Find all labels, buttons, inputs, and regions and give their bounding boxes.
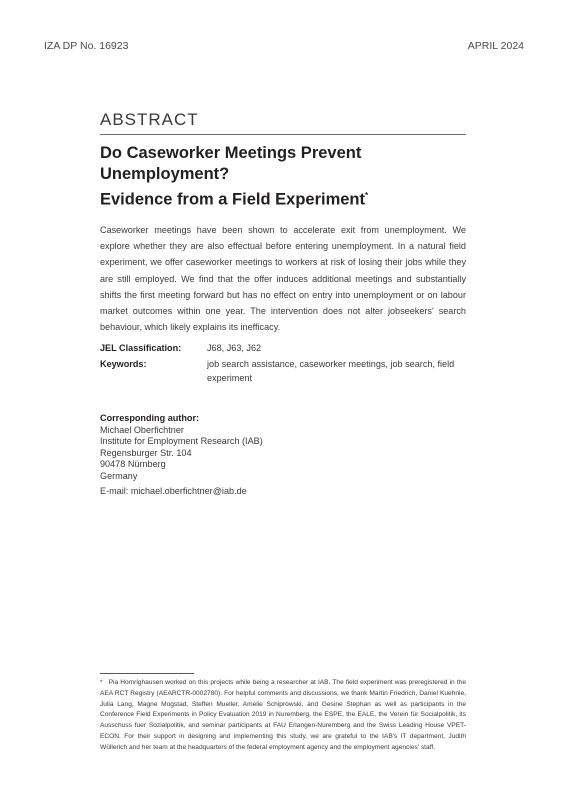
title-line-3	[100, 185, 480, 211]
footnote-rule	[100, 673, 194, 674]
corresponding-author-block	[100, 413, 263, 497]
paper-title	[100, 143, 480, 211]
footnote	[100, 678, 466, 754]
author-city: 90478 Nürnberg	[100, 459, 166, 470]
abstract-body: Caseworker meetings have been shown to accelerate exit from unemployment. We explore whether they are also effectual before entering unemployment. In a natural field experiment, we offer caseworker meetings to workers at risk of losing their jobs while they are still employed. We find that the offer induces additional meetings and substantially shifts the first meeting forward but has no effect on entry into unemployment or on labour market outcomes within one year. The intervention does not alter jobseekers' search behaviour, which likely explains its inefficacy.	[100, 225, 466, 333]
jel-label: JEL Classification:	[100, 343, 182, 353]
footnote-marker: *	[100, 679, 103, 686]
author-country: Germany	[100, 470, 138, 481]
series-number: IZA DP No. 16923	[44, 40, 129, 52]
title-line-2: Unemployment?	[100, 165, 230, 183]
author-institution: Institute for Employment Research (IAB)	[100, 436, 263, 447]
author-street: Regensburger Str. 104	[100, 447, 192, 458]
footnote-text: Pia Homrighausen worked on this projects while being a researcher at IAB. The field experiment was preregistered in the AEA RCT Registry (AEARCTR-0002780). For helpful comments and discussions, we thank Martin Friedrich, Daniel Kuehnle, Julia Lang, Magne Mogstad, Steffen Mueller, Amelie Schiprowski, and Gesine Stephan as well as participants in the Conference Field Experiments in Policy Evaluation 2019 in Nuremberg, the ESPE, the EALE, the Verein für Socialpolitik, its Ausschuss fuer Sozialpolitik, and seminar participants at FAU Erlangen-Nuremberg and the Swiss Leading House VPET-ECON. For their support in designing and implementing this study, we are grateful to the IAB's IT department, Judith Wüllerich and her team at the headquarters of the federal employment agency and the employment agencies' staff.	[100, 679, 466, 751]
keywords-label: Keywords:	[100, 359, 147, 369]
corresponding-author-label: Corresponding author:	[100, 413, 200, 423]
keywords-value: job search assistance, caseworker meetings, job search, field experiment	[207, 359, 455, 383]
abstract-heading: ABSTRACT	[100, 110, 199, 129]
author-email[interactable]: E-mail: michael.oberfichtner@iab.de	[100, 485, 247, 496]
author-name: Michael Oberfichtner	[100, 424, 184, 435]
heading-rule	[100, 134, 466, 135]
jel-value: J68, J63, J62	[207, 343, 262, 353]
title-line-3-text: Evidence from a Field Experiment	[100, 190, 365, 209]
publication-date: APRIL 2024	[467, 40, 524, 52]
title-footnote-marker: *	[365, 191, 369, 200]
title-line-1: Do Caseworker Meetings Prevent	[100, 144, 362, 162]
